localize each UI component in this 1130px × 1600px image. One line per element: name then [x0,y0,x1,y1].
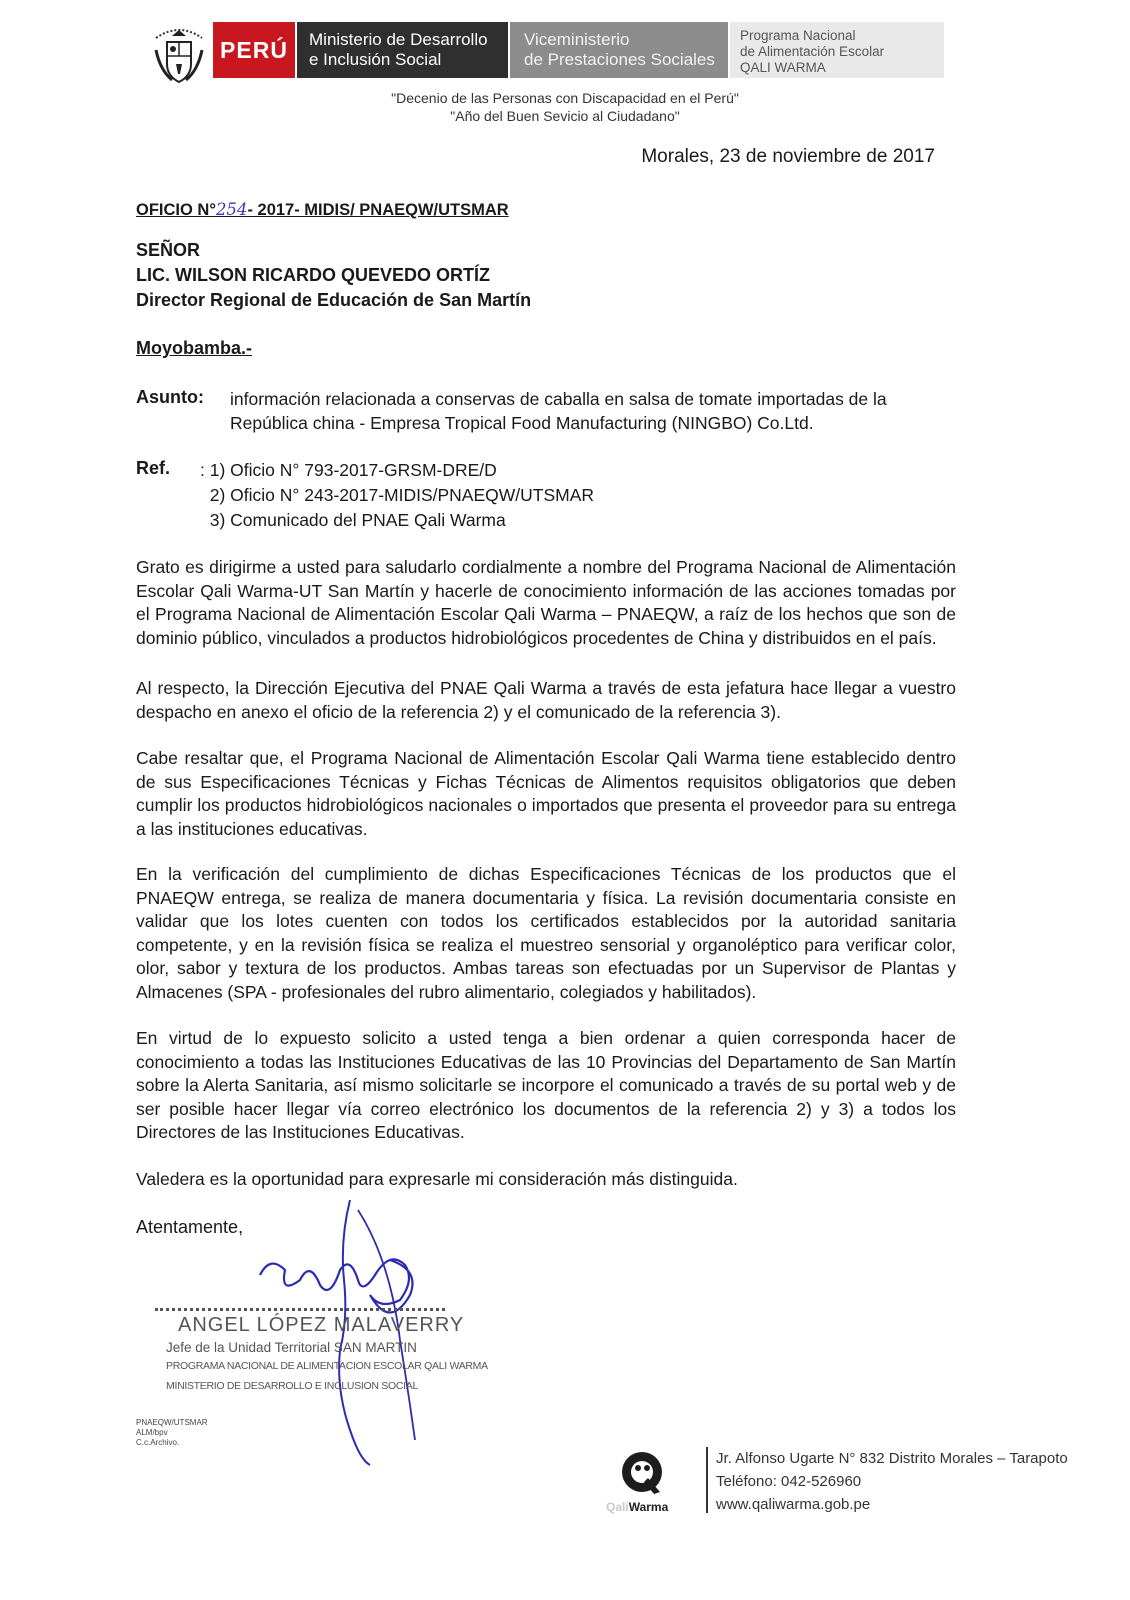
body-paragraph-6: Valedera es la oportunidad para expresarle mi consideración más distinguida. [136,1169,738,1189]
ministry-line-1: Ministerio de Desarrollo [309,30,488,49]
asunto-label: Asunto: [136,387,204,407]
footer-divider [706,1447,708,1513]
ministry-line-2: e Inclusión Social [309,50,442,69]
program-block [730,22,944,78]
asunto-text: información relacionada a conservas de caballa en salsa de tomate importadas de la República china - Empresa Tropical Food Manufacturing (NINGBO) Co.Ltd. [230,389,887,433]
initials-line: C.c.Archivo. [136,1438,180,1447]
recipient-city: Moyobamba.- [136,338,253,358]
body-paragraph-3: Cabe resaltar que, el Programa Nacional de Alimentación Escolar Qali Warma tiene establecido dentro de sus Especificaciones Técnicas y Fichas Técnicas de Alimentos requisitos obligatorios que deben cumplir los productos hidrobiológicos nacionales o importados que presenta el proveedor para su entrega a las instituciones educativas. [136,748,956,839]
ref-item: : 1) Oficio N° 793-2017-GRSM-DRE/D [200,460,497,480]
oficio-prefix: OFICIO N° [136,201,216,219]
reference-initials [136,1418,208,1448]
peru-brand-block: PERÚ [213,22,295,78]
signer-org-2: MINISTERIO DE DESARROLLO E INCLUSION SOCIAL [166,1380,418,1392]
body-paragraph-2: Al respecto, la Dirección Ejecutiva del PNAE Qali Warma a través de esta jefatura hace llegar a vuestro despacho en anexo el oficio de la referencia 2) y el comunicado de la referencia 3). [136,678,956,722]
ministry-block [297,22,508,78]
brand-qali: Qali [606,1500,629,1514]
footer-phone: Teléfono: 042-526960 [716,1473,862,1490]
program-line-1: Programa Nacional [740,28,856,43]
ref-item: 2) Oficio N° 243-2017-MIDIS/PNAEQW/UTSMAR [200,485,595,505]
ref-label: Ref. [136,458,171,478]
recipient-title: Director Regional de Educación de San Martín [136,290,532,310]
initials-line: PNAEQW/UTSMAR [136,1418,208,1427]
signer-org-1: PROGRAMA NACIONAL DE ALIMENTACION ESCOLAR QALI WARMA [166,1360,488,1372]
coat-of-arms-icon [150,20,208,92]
vice-line-2: de Prestaciones Sociales [524,50,715,69]
brand-warma: Warma [628,1500,669,1514]
signer-name: ANGEL LÓPEZ MALAVERRY [178,1314,465,1336]
qali-warma-wordmark [606,1500,668,1514]
ref-item: 3) Comunicado del PNAE Qali Warma [200,510,506,530]
viceministry-block [510,22,728,78]
body-paragraph-4: En la verificación del cumplimiento de dichas Especificaciones Técnicas de los productos que el PNAEQW entrega, se realiza de manera documentaria y física. La revisión documentaria consiste en validar que los lotes cuenten con todos los certificados establecidos por la autoridad sanitaria competente, y en la revisión física se realiza el muestreo sensorial y organoléptico para verificar color, olor, sabor y textura de los productos. Ambas tareas son efectuadas por un Supervisor de Plantas y Almacenes (SPA - profesionales del rubro alimentario, colegiados y habilitados). [136,864,956,1002]
signer-role: Jefe de la Unidad Territorial SAN MARTIN [166,1340,417,1355]
body-paragraph-1: Grato es dirigirme a usted para saludarlo cordialmente a nombre del Programa Nacional de Alimentación Escolar Qali Warma-UT San Martín y hacerle de conocimiento información de las acciones tomadas por el Programa Nacional de Alimentación Escolar Qali Warma – PNAEQW, a raíz de los hechos que son de dominio público, vinculados a productos hidrobiológicos procedentes de China y distribuidos en el país. [136,557,956,648]
footer-address: Jr. Alfonso Ugarte N° 832 Distrito Morales – Tarapoto [716,1450,1068,1467]
salutation: SEÑOR [136,240,201,260]
motto-line-1: "Decenio de las Personas con Discapacidad en el Perú" [391,90,739,106]
body-paragraph-5: En virtud de lo expuesto solicito a usted tenga a bien ordenar a quien corresponda hacer de conocimiento a todas las Instituciones Educativas de las 10 Provincias del Departamento de San Martín sobre la Alerta Sanitaria, así mismo solicitarle se incorpore el comunicado a través de su portal web y de ser posible hacer llegar vía correo electrónico los documentos de la referencia 2) y 3) a todos los Directores de las Instituciones Educativas. [136,1028,956,1142]
recipient-name: LIC. WILSON RICARDO QUEVEDO ORTÍZ [136,265,490,285]
footer-website: www.qaliwarma.gob.pe [716,1496,871,1513]
vice-line-1: Viceministerio [524,30,630,49]
signature-line [155,1308,445,1311]
closing: Atentamente, [136,1217,244,1237]
initials-line: ALM/bpv [136,1428,168,1437]
ref-list [200,458,594,533]
oficio-suffix: - 2017- MIDIS/ PNAEQW/UTSMAR [247,201,509,219]
letter-date: Morales, 23 de noviembre de 2017 [641,146,935,167]
program-line-2: de Alimentación Escolar [740,44,885,59]
motto-line-2: "Año del Buen Sevicio al Ciudadano" [450,108,680,124]
oficio-reference [136,200,509,220]
program-line-3: QALI WARMA [740,60,826,75]
oficio-handwritten-number: 254 [215,200,248,219]
